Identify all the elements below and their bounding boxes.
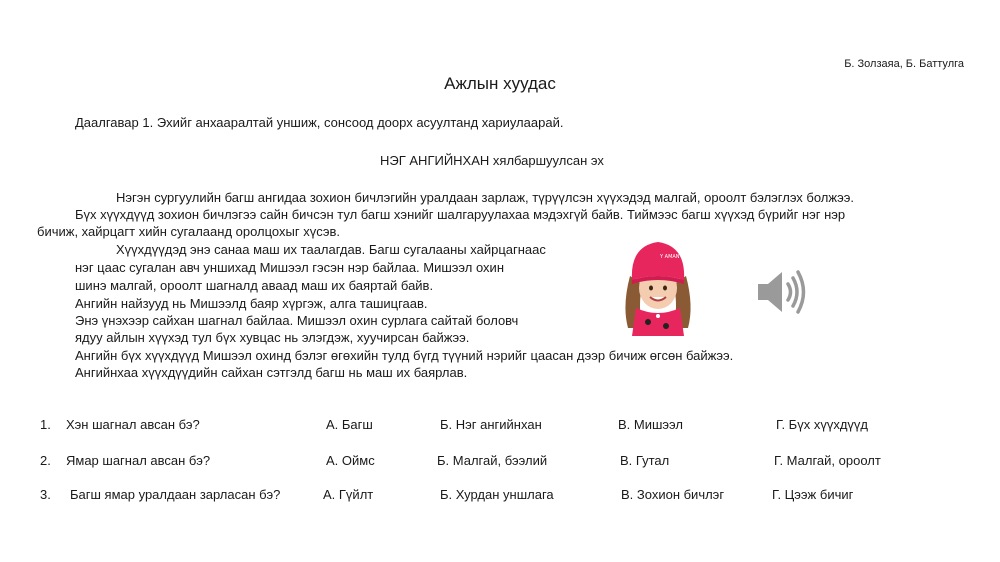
question-number: 1. xyxy=(40,417,51,432)
answer-option[interactable]: Б. Хурдан уншлага xyxy=(440,487,554,502)
question-number: 3. xyxy=(40,487,51,502)
story-line: бичиж, хайрцагт хийн сугалаанд оролцохыг хүсэв. xyxy=(37,224,341,239)
question-text: Хэн шагнал авсан бэ? xyxy=(66,417,200,432)
story-line: Ангийнхаа хүүхдүүдийн сайхан сэтгэлд багш нь маш их баярлав. xyxy=(75,365,468,380)
question-number: 2. xyxy=(40,453,51,468)
answer-option[interactable]: Г. Малгай, ороолт xyxy=(774,453,881,468)
story-line: Хүүхдүүдэд энэ санаа маш их таалагдав. Багш сугалааны хайрцагнаас xyxy=(116,242,546,257)
answer-option[interactable]: А. Оймс xyxy=(326,453,375,468)
page-title: Ажлын хуудас xyxy=(444,74,556,93)
story-title: НЭГ АНГИЙНХАН хялбаршуулсан эх xyxy=(380,153,604,168)
answer-option[interactable]: А. Багш xyxy=(326,417,373,432)
answer-option[interactable]: Г. Бүх хүүхдүүд xyxy=(776,417,868,432)
story-line: нэг цаас сугалан авч уншихад Мишээл гэсэн нэр байлаа. Мишээл охин xyxy=(75,260,504,275)
answer-option[interactable]: В. Гутал xyxy=(620,453,670,468)
authors: Б. Золзаяа, Б. Баттулга xyxy=(844,58,964,70)
answer-option[interactable]: Г. Цээж бичиг xyxy=(772,487,854,502)
answer-option[interactable]: В. Зохион бичлэг xyxy=(621,487,725,502)
question-text: Ямар шагнал авсан бэ? xyxy=(66,453,211,468)
story-line: Ангийн найзууд нь Мишээлд баяр хүргэж, алга ташицгаав. xyxy=(75,296,428,311)
svg-text:Y AMAN: Y AMAN xyxy=(660,254,680,260)
speaker-icon[interactable] xyxy=(754,266,810,318)
answer-option[interactable]: А. Гүйлт xyxy=(323,487,374,502)
answer-option[interactable]: Б. Малгай, бээлий xyxy=(437,453,548,468)
question-text: Багш ямар уралдаан зарласан бэ? xyxy=(70,487,281,502)
story-line: ядуу айлын хүүхэд тул бүх хувцас нь элэгдэж, хуучирсан байжээ. xyxy=(75,330,470,345)
story-line: шинэ малгай, ороолт шагналд аваад маш их баяртай байв. xyxy=(75,278,434,293)
story-line: Нэгэн сургуулийн багш ангидаа зохион бичлэгийн уралдаан зарлаж, түрүүлсэн хүүхэдэд малгай, ороолт бэлэглэх болжээ. xyxy=(116,190,854,205)
story-line: Ангийн бүх хүүхдүүд Мишээл охинд бэлэг өгөхийн тулд бүгд түүний нэрийг цаасан дээр бичиж өгсөн байжээ. xyxy=(75,348,734,363)
task-instruction: Даалгавар 1. Эхийг анхааралтай уншиж, сонсоод доорх асуултанд хариулаарай. xyxy=(75,115,564,130)
girl-photo xyxy=(608,236,708,336)
story-line: Энэ үнэхээр сайхан шагнал байлаа. Мишээл охин сурлага сайтай боловч xyxy=(75,313,519,328)
story-line: Бүх хүүхдүүд зохион бичлэгээ сайн бичсэн тул багш хэнийг шалгаруулахаа мэдэхгүй байв. Тиймээс багш хүүхэд бүрийг нэг нэр xyxy=(75,207,846,222)
answer-option[interactable]: Б. Нэг ангийнхан xyxy=(440,417,542,432)
answer-option[interactable]: В. Мишээл xyxy=(618,417,683,432)
